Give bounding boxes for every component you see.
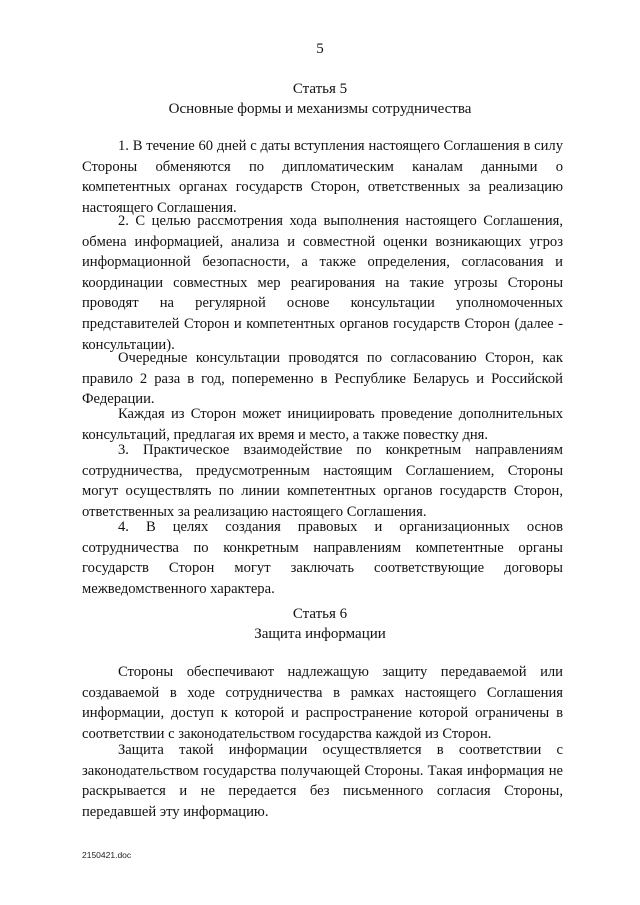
- article-5-paragraph-5: 3. Практическое взаимодействие по конкретным направлениям сотрудничества, предусмотренным настоящим Соглашением, Стороны могут осуществлять по линии компетентных органов государств Сторон, ответственных за реализацию настоящего Соглашения.: [82, 442, 563, 520]
- footer-filename: 2150421.doc: [82, 850, 132, 860]
- article-5-title: Статья 5: [292, 81, 348, 97]
- article-6-heading: [0, 604, 640, 644]
- article-5-subtitle: Основные формы и механизмы сотрудничества: [168, 101, 472, 117]
- article-5-paragraph-6: 4. В целях создания правовых и организационных основ сотрудничества по конкретным направлениям компетентные органы государств Сторон могут заключать соответствующие договоры межведомственного характера.: [82, 519, 563, 597]
- article-5-heading: [0, 79, 640, 119]
- article-5-paragraph-1: 1. В течение 60 дней с даты вступления настоящего Соглашения в силу Стороны обменяются по дипломатическим каналам данными о компетентных органах государств Сторон, ответственных за реализацию настоящего Соглашения.: [82, 138, 563, 216]
- article-5-paragraph-4: Каждая из Сторон может инициировать проведение дополнительных консультаций, предлагая их время и место, а также повестку дня.: [82, 406, 563, 443]
- article-6-title: Статья 6: [292, 606, 348, 622]
- article-6-subtitle: Защита информации: [254, 626, 386, 642]
- article-6-paragraph-2: Защита такой информации осуществляется в соответствии с законодательством государства получающей Стороны. Такая информация не раскрывается и не передается без письменного согласия Стороны, передавшей эту информацию.: [82, 742, 563, 820]
- article-5-paragraph-2: 2. С целью рассмотрения хода выполнения настоящего Соглашения, обмена информацией, анализа и совместной оценки возникающих угроз информационной безопасности, а также определения, согласования и координации совместных мер реагирования на такие угрозы Стороны проводят на регулярной основе консультации уполномоченных представителей Сторон и компетентных органов государств Сторон (далее - консультации).: [82, 213, 563, 353]
- article-6-paragraph-1: Стороны обеспечивают надлежащую защиту передаваемой или создаваемой в ходе сотрудничества в рамках настоящего Соглашения информации, доступ к которой и распространение которой ограничены в соответствии с законодательством государства каждой из Сторон.: [82, 664, 563, 742]
- page-number: 5: [316, 41, 324, 57]
- article-5-paragraph-3: Очередные консультации проводятся по согласованию Сторон, как правило 2 раза в год, попеременно в Республике Беларусь и Российской Федерации.: [82, 350, 563, 408]
